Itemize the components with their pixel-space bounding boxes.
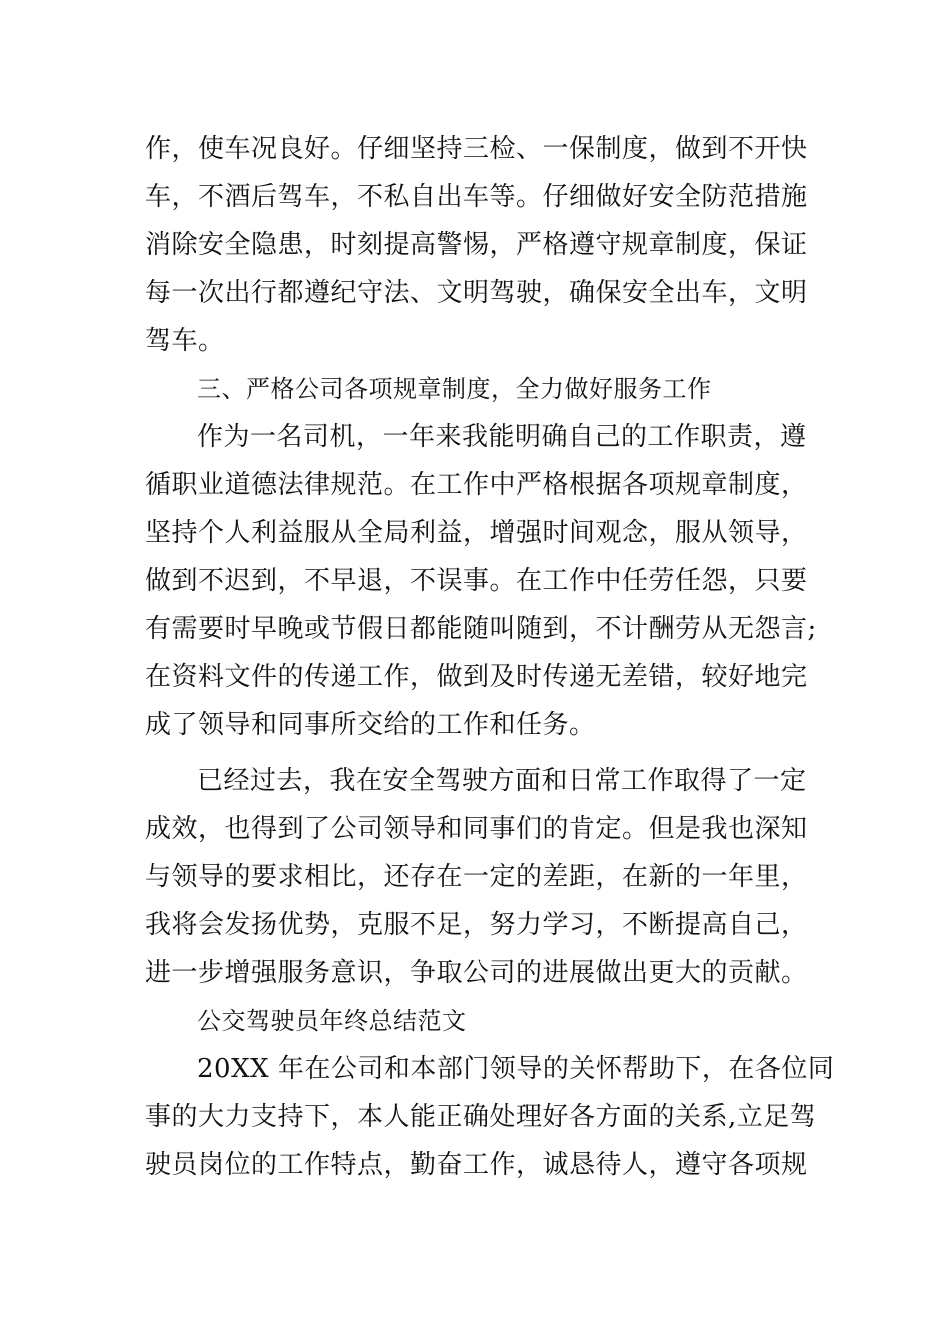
paragraph-vehicle-safety (145, 125, 810, 365)
text-line: 驾车。 (145, 326, 225, 356)
article-title: 公交驾驶员年终总结范文 (197, 1007, 467, 1035)
text-line: 成了领导和同事所交给的工作和任务。 (145, 710, 596, 740)
text-line: 车，不酒后驾车，不私自出车等。仔细做好安全防范措施 (145, 182, 808, 212)
text-line: 驶员岗位的工作特点，勤奋工作，诚恳待人，遵守各项规 (145, 1150, 808, 1180)
text-line: 20XX 年在公司和本部门领导的关怀帮助下，在各位同 (197, 1054, 835, 1084)
text-line: 每一次出行都遵纪守法、文明驾驶，确保安全出车，文明 (145, 278, 808, 308)
text-line: 我将会发扬优势，克服不足，努力学习，不断提高自己， (145, 910, 808, 940)
section-heading-3: 三、严格公司各项规章制度，全力做好服务工作 (197, 375, 712, 403)
paragraph-summary (145, 757, 810, 997)
text-line: 在资料文件的传递工作，做到及时传递无差错，较好地完 (145, 662, 808, 692)
text-line: 消除安全隐患，时刻提高警惕，严格遵守规章制度，保证 (145, 230, 808, 260)
text-line: 有需要时早晚或节假日都能随叫随到，不计酬劳从无怨言; (145, 614, 817, 644)
text-line: 坚持个人利益服从全局利益，增强时间观念，服从领导， (145, 518, 808, 548)
text-line: 作为一名司机，一年来我能明确自己的工作职责，遵 (197, 422, 807, 452)
text-line: 已经过去，我在安全驾驶方面和日常工作取得了一定 (197, 766, 807, 796)
paragraph-bus-driver (145, 1045, 835, 1189)
paragraph-service-work (145, 413, 817, 749)
text-line: 做到不迟到，不早退，不误事。在工作中任劳任怨，只要 (145, 566, 808, 596)
text-line: 作，使车况良好。仔细坚持三检、一保制度，做到不开快 (145, 134, 808, 164)
text-line: 事的大力支持下，本人能正确处理好各方面的关系,立足驾 (145, 1102, 817, 1132)
text-line: 成效，也得到了公司领导和同事们的肯定。但是我也深知 (145, 814, 808, 844)
text-line: 循职业道德法律规范。在工作中严格根据各项规章制度， (145, 470, 808, 500)
text-line: 与领导的要求相比，还存在一定的差距，在新的一年里， (145, 862, 808, 892)
document-page (145, 125, 835, 1189)
text-line: 进一步增强服务意识，争取公司的进展做出更大的贡献。 (145, 958, 808, 988)
